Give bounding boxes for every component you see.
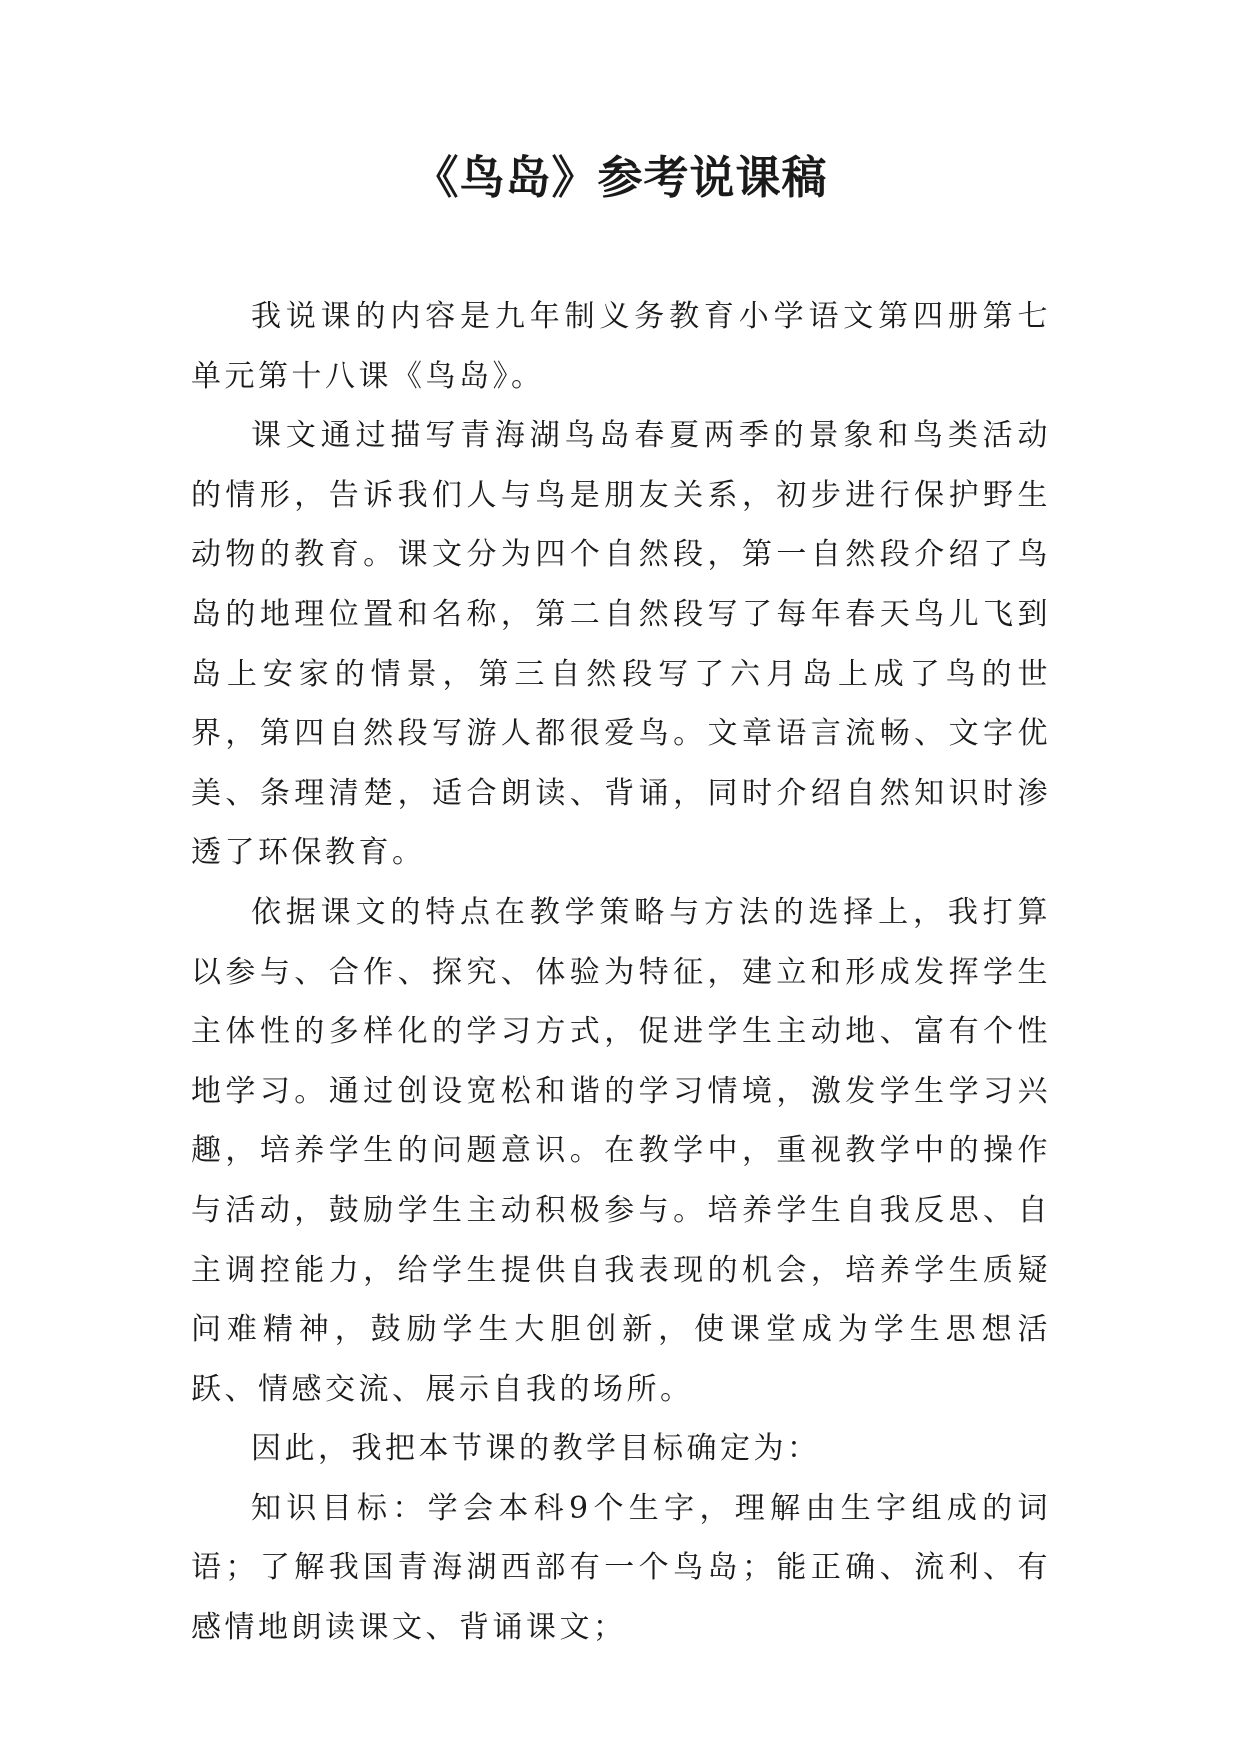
document-title: 《鸟岛》参考说课稿: [413, 151, 828, 204]
paragraph-3: 依据课文的特点在教学策略与方法的选择上，我打算以参与、合作、探究、体验为特征，建立和形成发挥学生主体性的多样化的学习方式，促进学生主动地、富有个性地学习。通过创设宽松和谐的学习情境，激发学生学习兴趣，培养学生的问题意识。在教学中，重视教学中的操作与活动，鼓励学生主动积极参与。培养学生自我反思、自主调控能力，给学生提供自我表现的机会，培养学生质疑问难精神，鼓励学生大胆创新，使课堂成为学生思想活跃、情感交流、展示自我的场所。: [191, 894, 1051, 1407]
document-body: [191, 287, 1051, 1658]
paragraph-1: 我说课的内容是九年制义务教育小学语文第四册第七单元第十八课《鸟岛》。: [191, 299, 1051, 394]
paragraph-5: 知识目标：学会本科9个生字，理解由生字组成的词语；了解我国青海湖西部有一个鸟岛；能正确、流利、有感情地朗读课文、背诵课文；: [191, 1490, 1051, 1646]
paragraph-2: 课文通过描写青海湖鸟岛春夏两季的景象和鸟类活动的情形，告诉我们人与鸟是朋友关系，初步进行保护野生动物的教育。课文分为四个自然段，第一自然段介绍了鸟岛的地理位置和名称，第二自然段写了每年春天鸟儿飞到岛上安家的情景，第三自然段写了六月岛上成了鸟的世界，第四自然段写游人都很爱鸟。文章语言流畅、文字优美、条理清楚，适合朗读、背诵，同时介绍自然知识时渗透了环保教育。: [191, 418, 1051, 871]
paragraph-4: 因此，我把本节课的教学目标确定为：: [251, 1431, 821, 1467]
